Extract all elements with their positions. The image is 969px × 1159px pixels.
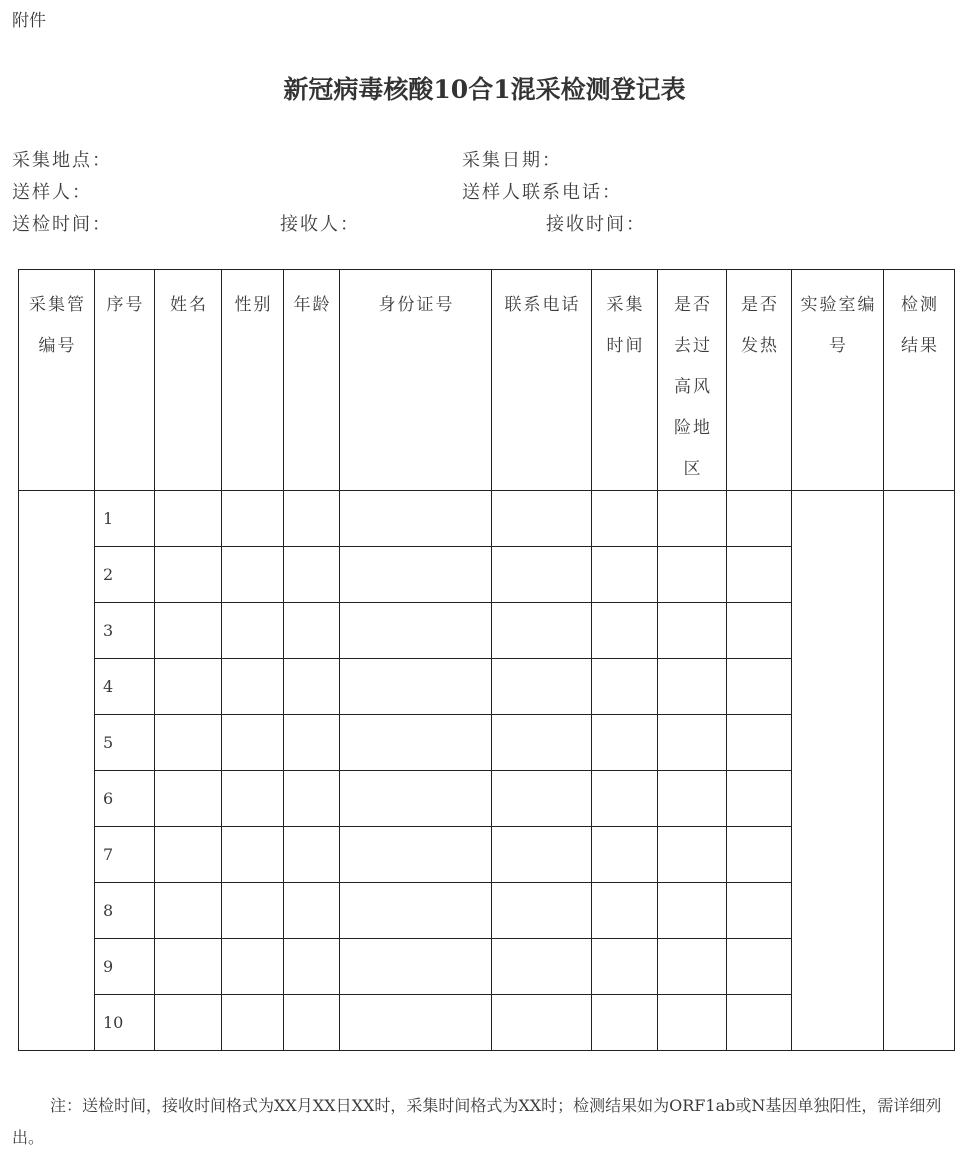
cell-id-number[interactable] bbox=[340, 603, 492, 659]
header-tube-number bbox=[19, 270, 95, 491]
field-receive-time-label: 接收时间： bbox=[546, 214, 646, 235]
attachment-label: 附件 bbox=[12, 11, 46, 31]
cell-age[interactable] bbox=[284, 491, 340, 547]
cell-fever[interactable] bbox=[727, 659, 792, 715]
cell-name[interactable] bbox=[155, 603, 222, 659]
header-label: 实验室编号 bbox=[800, 295, 877, 356]
cell-age[interactable] bbox=[284, 659, 340, 715]
registration-table bbox=[18, 269, 955, 1051]
header-test-result bbox=[884, 270, 955, 491]
cell-serial-number: 1 bbox=[95, 491, 155, 547]
cell-collection-time[interactable] bbox=[592, 715, 658, 771]
cell-serial-number: 3 bbox=[95, 603, 155, 659]
cell-age[interactable] bbox=[284, 827, 340, 883]
cell-id-number[interactable] bbox=[340, 491, 492, 547]
cell-collection-time[interactable] bbox=[592, 547, 658, 603]
cell-phone[interactable] bbox=[492, 491, 592, 547]
header-label: 是否去过高风险地区 bbox=[674, 295, 712, 479]
cell-name[interactable] bbox=[155, 995, 222, 1051]
cell-fever[interactable] bbox=[727, 827, 792, 883]
field-date-label: 采集日期： bbox=[462, 150, 562, 171]
cell-serial-number: 6 bbox=[95, 771, 155, 827]
cell-id-number[interactable] bbox=[340, 827, 492, 883]
cell-fever[interactable] bbox=[727, 939, 792, 995]
header-gender bbox=[222, 270, 284, 491]
cell-age[interactable] bbox=[284, 715, 340, 771]
cell-high-risk-visit[interactable] bbox=[658, 771, 727, 827]
cell-phone[interactable] bbox=[492, 715, 592, 771]
cell-age[interactable] bbox=[284, 547, 340, 603]
header-name bbox=[155, 270, 222, 491]
cell-id-number[interactable] bbox=[340, 547, 492, 603]
cell-id-number[interactable] bbox=[340, 715, 492, 771]
cell-fever[interactable] bbox=[727, 771, 792, 827]
field-location-label: 采集地点： bbox=[12, 150, 112, 171]
cell-gender[interactable] bbox=[222, 603, 284, 659]
cell-collection-time[interactable] bbox=[592, 995, 658, 1051]
cell-collection-time[interactable] bbox=[592, 771, 658, 827]
cell-name[interactable] bbox=[155, 883, 222, 939]
cell-high-risk-visit[interactable] bbox=[658, 491, 727, 547]
cell-collection-time[interactable] bbox=[592, 827, 658, 883]
cell-fever[interactable] bbox=[727, 603, 792, 659]
header-label: 性别 bbox=[234, 295, 273, 315]
cell-name[interactable] bbox=[155, 547, 222, 603]
cell-serial-number: 2 bbox=[95, 547, 155, 603]
cell-tube-number[interactable] bbox=[19, 491, 95, 1051]
header-collection-time bbox=[592, 270, 658, 491]
cell-age[interactable] bbox=[284, 995, 340, 1051]
header-label: 采集管编号 bbox=[29, 295, 86, 356]
cell-high-risk-visit[interactable] bbox=[658, 603, 727, 659]
table-row bbox=[19, 491, 955, 547]
cell-name[interactable] bbox=[155, 715, 222, 771]
header-label: 年龄 bbox=[293, 295, 332, 315]
cell-high-risk-visit[interactable] bbox=[658, 659, 727, 715]
header-serial-number bbox=[95, 270, 155, 491]
cell-gender[interactable] bbox=[222, 939, 284, 995]
cell-id-number[interactable] bbox=[340, 939, 492, 995]
header-lab-number bbox=[792, 270, 884, 491]
cell-collection-time[interactable] bbox=[592, 939, 658, 995]
field-sender-label: 送样人： bbox=[12, 182, 92, 203]
header-phone bbox=[492, 270, 592, 491]
cell-phone[interactable] bbox=[492, 827, 592, 883]
header-high-risk-visit bbox=[658, 270, 727, 491]
cell-high-risk-visit[interactable] bbox=[658, 883, 727, 939]
cell-phone[interactable] bbox=[492, 547, 592, 603]
cell-gender[interactable] bbox=[222, 715, 284, 771]
field-submit-time-label: 送检时间： bbox=[12, 214, 112, 235]
header-label: 姓名 bbox=[170, 295, 208, 315]
cell-lab-number[interactable] bbox=[792, 491, 884, 1051]
cell-phone[interactable] bbox=[492, 771, 592, 827]
header-fever bbox=[727, 270, 792, 491]
cell-phone[interactable] bbox=[492, 603, 592, 659]
cell-fever[interactable] bbox=[727, 547, 792, 603]
form-title: 新冠病毒核酸10合1混采检测登记表 bbox=[283, 75, 686, 104]
cell-collection-time[interactable] bbox=[592, 491, 658, 547]
cell-id-number[interactable] bbox=[340, 995, 492, 1051]
header-label: 是否发热 bbox=[741, 295, 779, 356]
header-label: 身份证号 bbox=[378, 295, 455, 315]
cell-collection-time[interactable] bbox=[592, 659, 658, 715]
cell-fever[interactable] bbox=[727, 883, 792, 939]
cell-age[interactable] bbox=[284, 883, 340, 939]
cell-age[interactable] bbox=[284, 603, 340, 659]
field-sender-phone-label: 送样人联系电话： bbox=[462, 182, 622, 203]
cell-id-number[interactable] bbox=[340, 659, 492, 715]
cell-serial-number: 8 bbox=[95, 883, 155, 939]
footnote: 注：送检时间，接收时间格式为XX月XX日XX时，采集时间格式为XX时；检测结果如为ORF1ab或N基因单独阳性，需详细列出。 bbox=[12, 1096, 942, 1147]
cell-name[interactable] bbox=[155, 771, 222, 827]
cell-gender[interactable] bbox=[222, 883, 284, 939]
cell-gender[interactable] bbox=[222, 659, 284, 715]
cell-gender[interactable] bbox=[222, 547, 284, 603]
header-label: 序号 bbox=[106, 295, 145, 315]
header-id-number bbox=[340, 270, 492, 491]
cell-name[interactable] bbox=[155, 939, 222, 995]
cell-age[interactable] bbox=[284, 771, 340, 827]
cell-test-result[interactable] bbox=[884, 491, 955, 1051]
cell-high-risk-visit[interactable] bbox=[658, 939, 727, 995]
cell-fever[interactable] bbox=[727, 995, 792, 1051]
field-receiver-label: 接收人： bbox=[280, 214, 360, 235]
header-label: 采集时间 bbox=[606, 295, 645, 356]
header-age bbox=[284, 270, 340, 491]
cell-high-risk-visit[interactable] bbox=[658, 715, 727, 771]
cell-serial-number: 9 bbox=[95, 939, 155, 995]
cell-serial-number: 5 bbox=[95, 715, 155, 771]
cell-high-risk-visit[interactable] bbox=[658, 827, 727, 883]
cell-id-number[interactable] bbox=[340, 771, 492, 827]
cell-gender[interactable] bbox=[222, 995, 284, 1051]
header-label: 检测结果 bbox=[901, 295, 939, 356]
cell-collection-time[interactable] bbox=[592, 603, 658, 659]
cell-phone[interactable] bbox=[492, 995, 592, 1051]
cell-fever[interactable] bbox=[727, 715, 792, 771]
cell-collection-time[interactable] bbox=[592, 883, 658, 939]
cell-phone[interactable] bbox=[492, 659, 592, 715]
cell-serial-number: 10 bbox=[95, 995, 155, 1051]
table-header-row bbox=[19, 270, 955, 491]
cell-name[interactable] bbox=[155, 659, 222, 715]
cell-high-risk-visit[interactable] bbox=[658, 547, 727, 603]
cell-id-number[interactable] bbox=[340, 883, 492, 939]
cell-gender[interactable] bbox=[222, 771, 284, 827]
cell-high-risk-visit[interactable] bbox=[658, 995, 727, 1051]
cell-name[interactable] bbox=[155, 827, 222, 883]
cell-gender[interactable] bbox=[222, 491, 284, 547]
cell-gender[interactable] bbox=[222, 827, 284, 883]
header-label: 联系电话 bbox=[504, 295, 581, 315]
cell-phone[interactable] bbox=[492, 883, 592, 939]
cell-name[interactable] bbox=[155, 491, 222, 547]
cell-fever[interactable] bbox=[727, 491, 792, 547]
cell-phone[interactable] bbox=[492, 939, 592, 995]
cell-serial-number: 7 bbox=[95, 827, 155, 883]
cell-serial-number: 4 bbox=[95, 659, 155, 715]
cell-age[interactable] bbox=[284, 939, 340, 995]
